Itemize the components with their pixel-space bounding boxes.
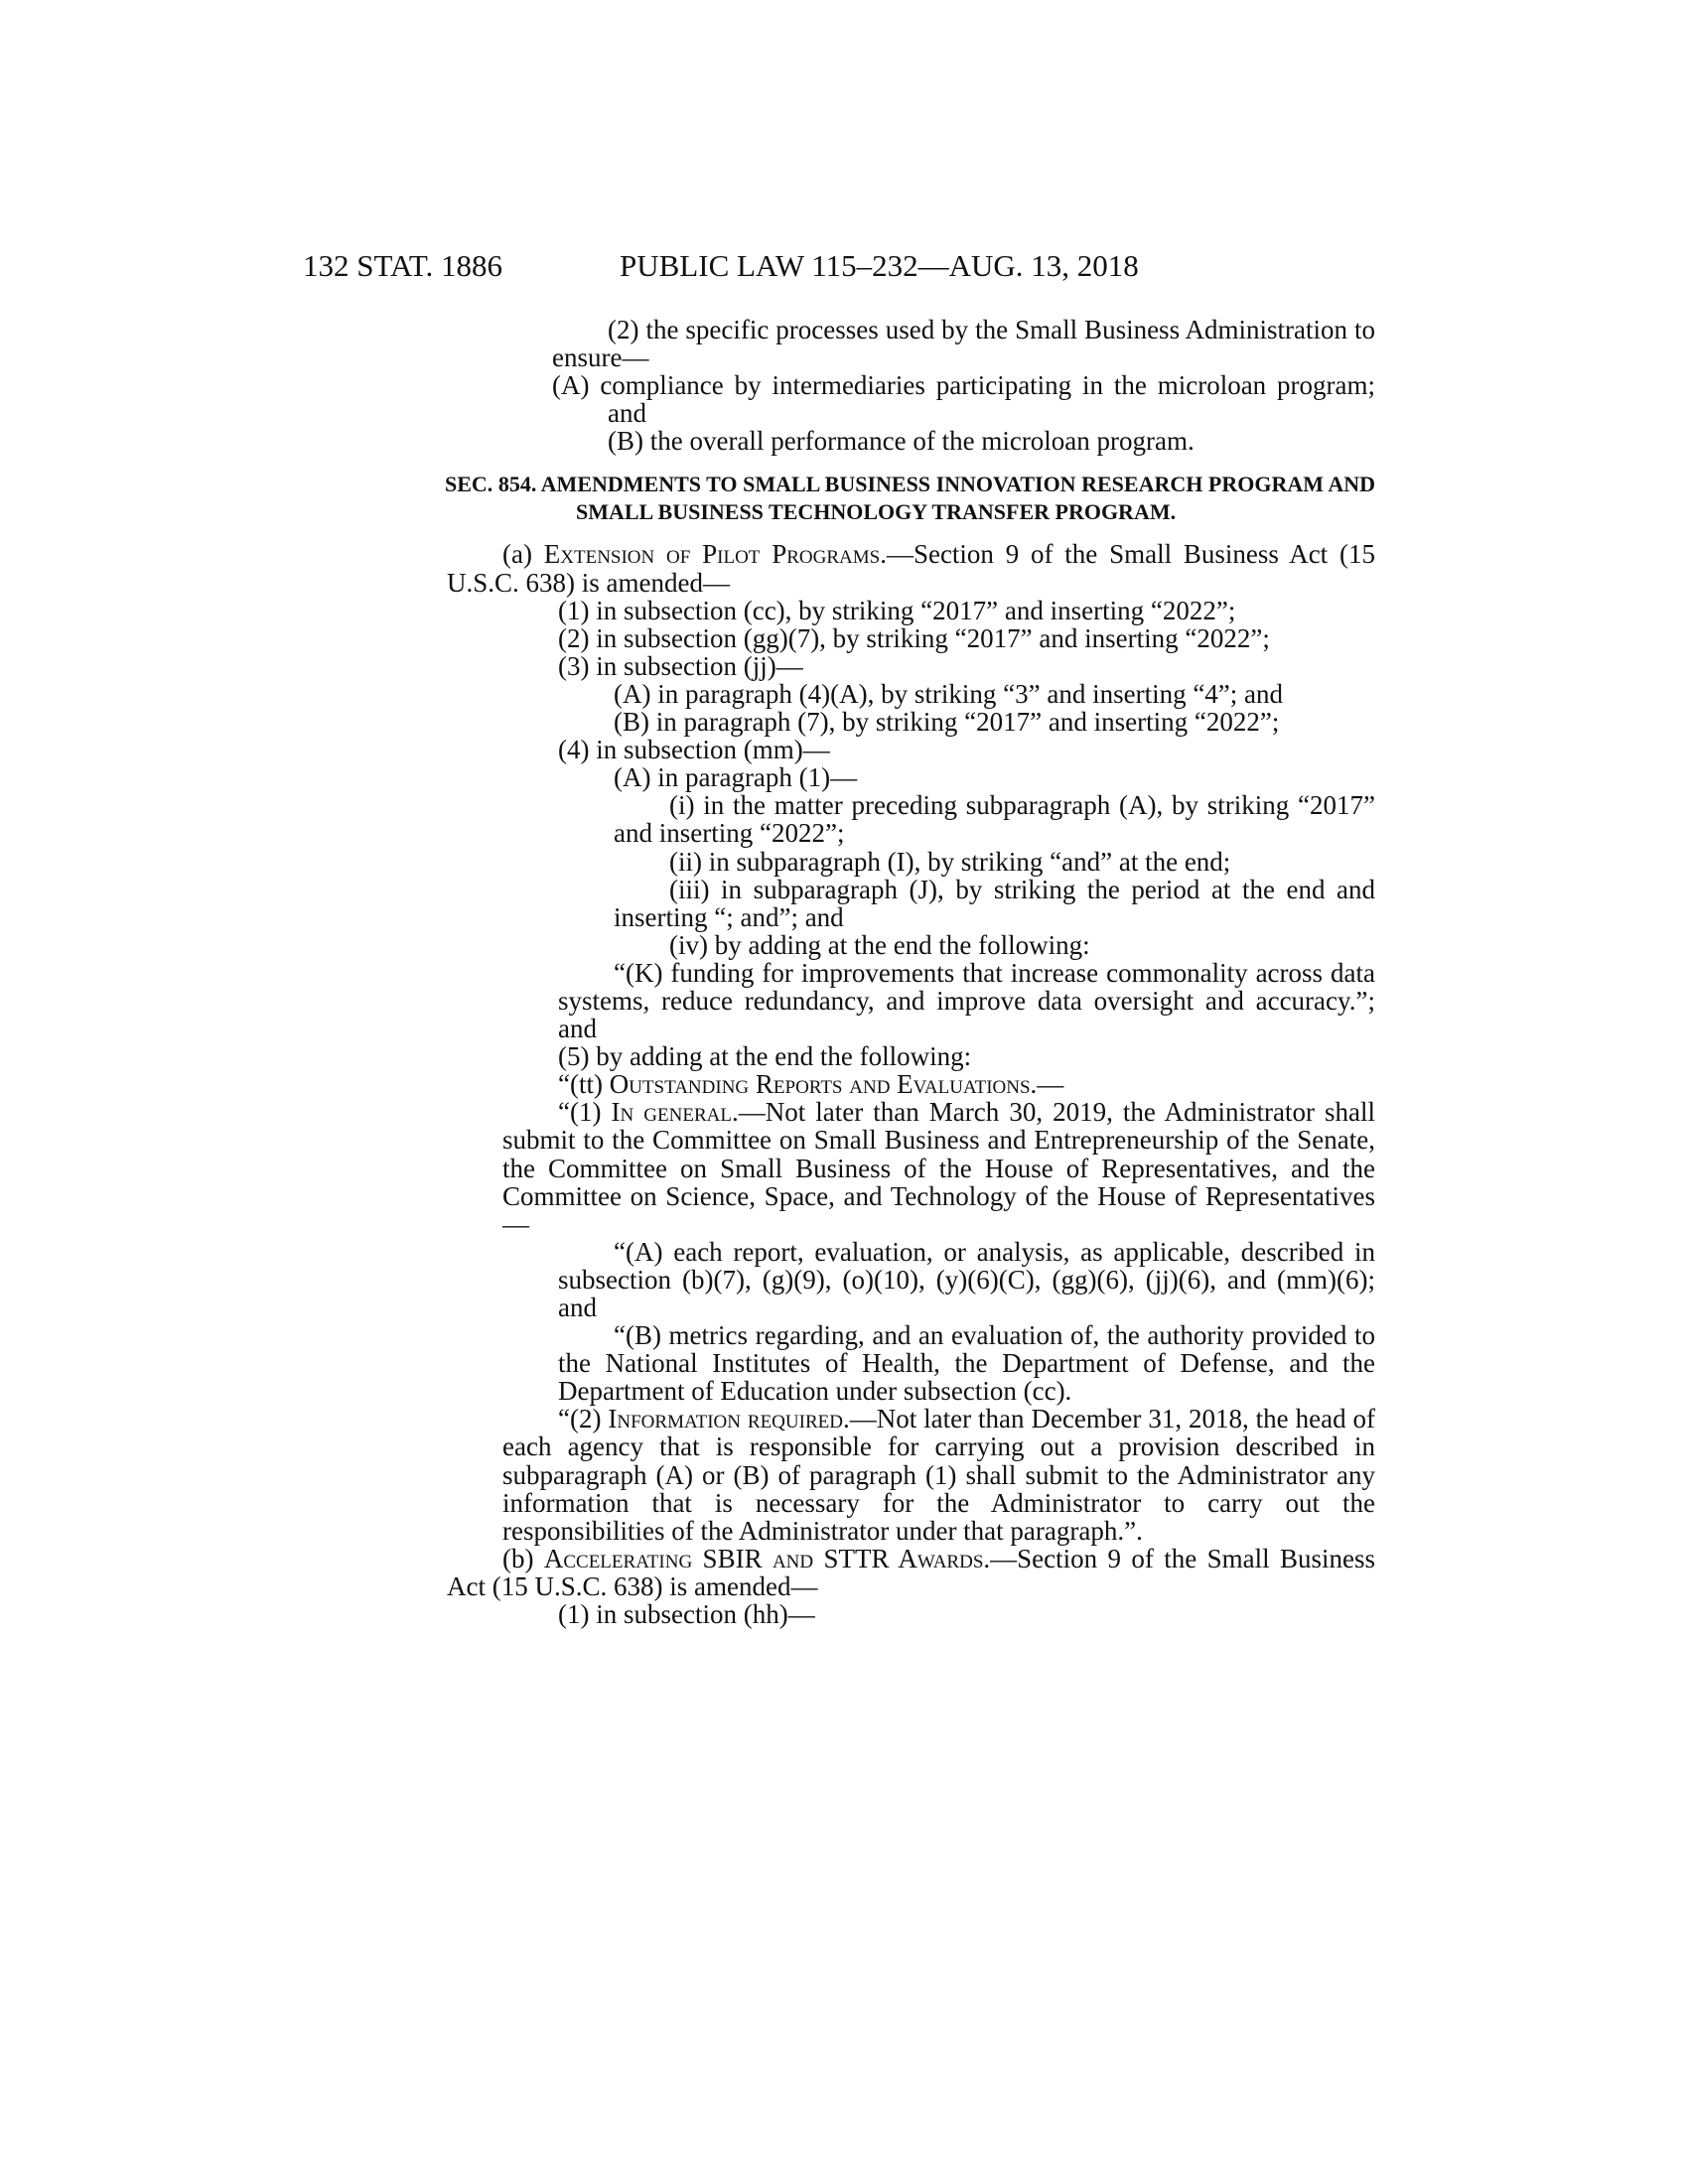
paragraph: (i) in the matter preceding subparagraph (A), by striking “2017” and inserting “2022”; (614, 790, 1375, 849)
paragraph (447, 1545, 1375, 1600)
paragraph: (iii) in subparagraph (J), by striking the period at the end and inserting “; and”; and (614, 874, 1375, 932)
text-span: .— (1030, 1069, 1064, 1100)
paragraph: (iv) by adding at the end the following: (669, 929, 1090, 960)
paragraph (447, 540, 1375, 596)
text-span: (A) compliance by intermediaries participating in the microloan program; and (552, 370, 1375, 429)
paragraph: (5) by adding at the end the following: (558, 1041, 972, 1072)
paragraph (496, 1070, 1375, 1098)
paragraph: (B) in paragraph (7), by striking “2017” and inserting “2022”; (614, 707, 1280, 738)
subsection-heading: Extension of Pilot Programs (543, 539, 881, 570)
paragraph: (A) in paragraph (4)(A), by striking “3” and inserting “4”; and (614, 678, 1284, 709)
paragraph: (2) in subsection (gg)(7), by striking “2017” and inserting “2022”; (558, 622, 1270, 653)
subsection-heading: Outstanding Reports and Evaluations (609, 1069, 1031, 1100)
paragraph: (1) in subsection (hh)— (558, 1599, 815, 1630)
paragraph: (4) in subsection (mm)— (558, 735, 830, 765)
text-span: (b) (502, 1543, 544, 1573)
paragraph: “(K) funding for improvements that increase commonality across data systems, reduce redundancy, and improve data oversight and accuracy.”; and (558, 957, 1375, 1044)
running-header (0, 248, 1688, 288)
public-law-citation: PUBLIC LAW 115–232—AUG. 13, 2018 (620, 248, 1139, 283)
text-span: .—Not later than March 30, 2019, the Administrator shall submit to the Committee on Small Business and Entrepreneurship of the Senate, the Committee on Small Business of the House of Representatives, and the Committee on Science, Space, and Technology of the House of Representatives— (502, 1097, 1375, 1239)
paragraph: (1) in subsection (cc), by striking “2017” and inserting “2022”; (558, 595, 1236, 625)
section-heading: SEC. 854. AMENDMENTS TO SMALL BUSINESS INNOVATION RESEARCH PROGRAM AND SMALL BUSINESS TECHNOLOGY TRANSFER PROGRAM. (445, 472, 1375, 525)
text-span: “(tt) (558, 1069, 610, 1100)
paragraph (496, 371, 1375, 427)
paragraph: (A) in paragraph (1)— (614, 762, 858, 793)
text-span: .—Section 9 of the Small Business Act (15 U.S.C. 638) is amended— (447, 539, 1375, 598)
paragraph (496, 1098, 1375, 1237)
stat-citation: 132 STAT. 1886 (303, 248, 503, 283)
paragraph: (ii) in subparagraph (I), by striking “and” at the end; (669, 846, 1231, 877)
subsection-heading: In general (611, 1097, 732, 1128)
document-body (445, 315, 1376, 1630)
text-span: .—Section 9 of the Small Business Act (15 U.S.C. 638) is amended— (447, 1543, 1376, 1601)
paragraph: (B) the overall performance of the microloan program. (608, 426, 1195, 457)
subsection-heading: Information required (608, 1404, 843, 1434)
paragraph (496, 1405, 1375, 1544)
text-span: “(1) (558, 1097, 612, 1128)
paragraph: (2) the specific processes used by the Small Business Administration to ensure— (552, 315, 1375, 373)
text-span: .—Not later than December 31, 2018, the head of each agency that is responsible for carrying out a provision described in subparagraph (A) or (B) of paragraph (1) shall submit to the Administrator any information that is necessary for the Administrator to carry out the responsibilities of the Administrator under that paragraph.”. (502, 1404, 1375, 1546)
subsection-heading: Accelerating SBIR and STTR Awards (543, 1543, 984, 1573)
text-span: “(2) (558, 1404, 609, 1434)
paragraph: “(A) each report, evaluation, or analysis, as applicable, described in subsection (b)(7), (g)(9), (o)(10), (y)(6)(C), (gg)(6), (jj)(6), and (mm)(6); and (558, 1236, 1375, 1322)
text-span: (a) (502, 539, 544, 570)
paragraph: (3) in subsection (jj)— (558, 650, 803, 681)
paragraph: “(B) metrics regarding, and an evaluation of, the authority provided to the National Institutes of Health, the Department of Defense, and the Department of Education under subsection (cc). (558, 1320, 1375, 1407)
